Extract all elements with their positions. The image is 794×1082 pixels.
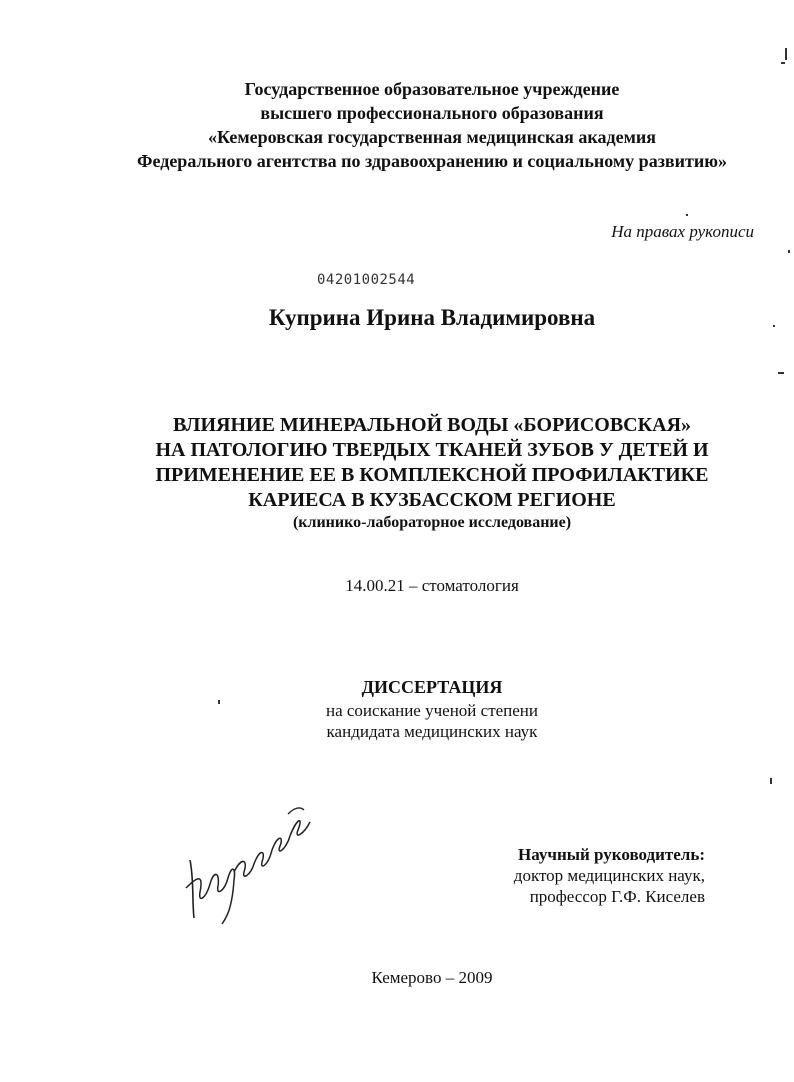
scan-artifact: [778, 372, 784, 374]
title-line-4: КАРИЕСА В КУЗБАССКОМ РЕГИОНЕ: [248, 489, 616, 511]
institution-line-1: Государственное образовательное учреждение: [244, 79, 620, 99]
scan-artifact: [770, 778, 772, 784]
scan-artifact: [781, 62, 785, 64]
specialty-code: 14.00.21 – стоматология: [345, 576, 519, 595]
advisor-degree: доктор медицинских наук,: [513, 866, 705, 885]
institution-line-4: Федерального агентства по здравоохранению и социальному развитию»: [137, 151, 727, 171]
title-line-1: ВЛИЯНИЕ МИНЕРАЛЬНОЙ ВОДЫ «БОРИСОВСКАЯ»: [172, 414, 692, 436]
advisor-name: профессор Г.Ф. Киселев: [529, 887, 705, 906]
scan-artifact: [218, 700, 220, 704]
title-subtitle: (клинико-лабораторное исследование): [292, 514, 572, 531]
dissertation-title: [0, 413, 794, 513]
manuscript-note: На правах рукописи: [611, 222, 754, 241]
advisor-label: Научный руководитель:: [518, 845, 705, 864]
degree-line-2: кандидата медицинских наук: [326, 722, 538, 741]
title-line-2: НА ПАТОЛОГИЮ ТВЕРДЫХ ТКАНЕЙ ЗУБОВ У ДЕТЕЙ И: [155, 439, 709, 461]
scan-artifact: [788, 250, 790, 253]
institution-line-2: высшего профессионального образования: [260, 103, 604, 123]
institution-header: [0, 77, 794, 173]
scan-artifact: [785, 48, 787, 60]
scan-artifact: [773, 325, 775, 327]
registration-code: 04201002544: [317, 272, 416, 288]
scientific-advisor: [514, 844, 705, 907]
handwritten-signature: [176, 800, 316, 925]
document-type: ДИССЕРТАЦИЯ: [361, 677, 503, 697]
place-and-year: Кемерово – 2009: [371, 968, 493, 987]
degree-description: [0, 700, 794, 742]
title-line-3: ПРИМЕНЕНИЕ ЕЕ В КОМПЛЕКСНОЙ ПРОФИЛАКТИКЕ: [155, 464, 709, 486]
institution-line-3: «Кемеровская государственная медицинская академия: [208, 127, 656, 147]
author-name: Куприна Ирина Владимировна: [268, 305, 596, 330]
scan-artifact: [686, 214, 688, 216]
degree-line-1: на соискание ученой степени: [325, 701, 539, 720]
